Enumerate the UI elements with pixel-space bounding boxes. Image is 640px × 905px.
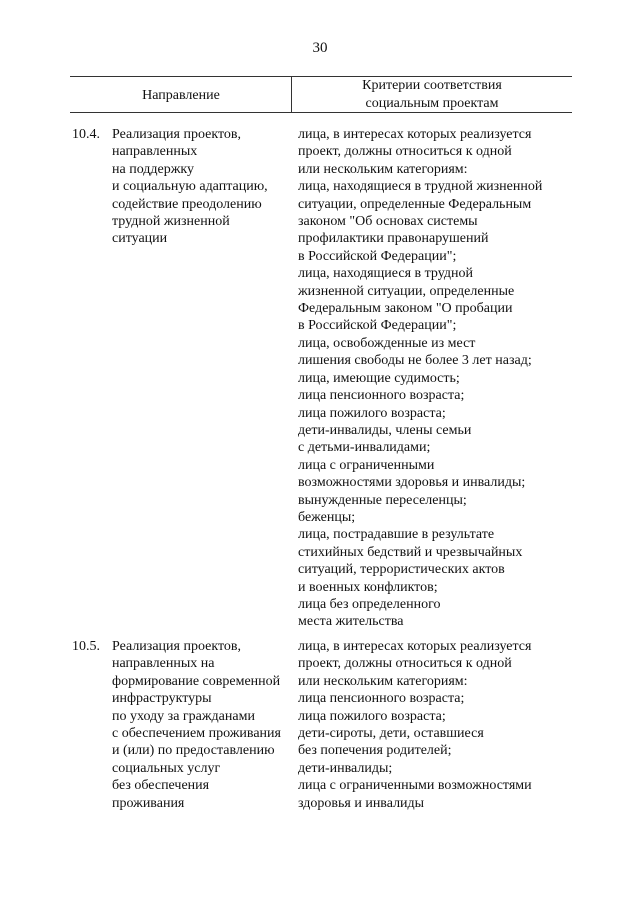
criteria-line: дети-сироты, дети, оставшиеся [298, 726, 484, 742]
direction-line: с обеспечением проживания [112, 726, 281, 742]
direction-line: без обеспечения [112, 778, 210, 794]
direction-line: социальных услуг [112, 760, 221, 776]
criteria-line: и военных конфликтов; [298, 579, 438, 595]
column-header-direction: Направление [142, 88, 220, 103]
row-number: 10.5. [72, 639, 100, 654]
criteria-line: возможностями здоровья и инвалиды; [298, 475, 526, 491]
direction-line: инфраструктуры [112, 691, 212, 707]
criteria-line: ситуаций, террористических актов [298, 562, 505, 578]
criteria-line: лица пожилого возраста; [298, 708, 446, 724]
direction-line: ситуации [112, 231, 168, 247]
column-header-criteria [292, 77, 572, 112]
page-number: 30 [312, 40, 328, 56]
criteria-line: профилактики правонарушений [298, 231, 489, 247]
criteria-line: без попечения родителей; [298, 743, 452, 759]
criteria-line: лица, находящиеся в трудной [298, 266, 473, 282]
direction-line: проживания [112, 795, 185, 811]
direction-cell [112, 126, 292, 248]
criteria-line: Федеральным законом "О пробации [298, 301, 513, 317]
criteria-line: стихийных бедствий и чрезвычайных [298, 544, 523, 560]
direction-line: трудной жизненной [112, 214, 230, 230]
criteria-line: лица, пострадавшие в результате [298, 527, 495, 543]
criteria-cell [298, 638, 573, 812]
row-number: 10.4. [72, 127, 100, 142]
direction-line: направленных [112, 144, 198, 160]
criteria-line: лица пожилого возраста; [298, 405, 446, 421]
direction-cell [112, 638, 292, 812]
table-header-rule [70, 112, 572, 113]
criteria-header-line: Критерии соответствия [362, 78, 502, 93]
direction-line: и (или) по предоставлению [112, 743, 275, 759]
criteria-cell [298, 126, 573, 631]
criteria-line: лица пенсионного возраста; [298, 388, 465, 404]
criteria-line: законом "Об основах системы [298, 214, 478, 230]
criteria-header-line: социальным проектам [365, 95, 499, 111]
criteria-line: дети-инвалиды; [298, 760, 393, 776]
criteria-line: в Российской Федерации"; [298, 248, 457, 264]
criteria-line: лица с ограниченными [298, 457, 435, 473]
direction-line: содействие преодолению [112, 196, 262, 212]
criteria-line: или нескольким категориям: [298, 161, 468, 177]
criteria-line: лица, освобожденные из мест [298, 335, 476, 351]
direction-line: и социальную адаптацию, [112, 179, 268, 195]
criteria-line: вынужденные переселенцы; [298, 492, 467, 508]
criteria-line: жизненной ситуации, определенные [298, 283, 515, 299]
criteria-line: лица с ограниченными возможностями [298, 778, 532, 794]
criteria-line: дети-инвалиды, члены семьи [298, 422, 472, 438]
criteria-line: лица, находящиеся в трудной жизненной [298, 179, 543, 195]
criteria-line: лица, в интересах которых реализуется [298, 127, 532, 142]
criteria-line: или нескольким категориям: [298, 673, 468, 689]
criteria-line: проект, должны относиться к одной [298, 144, 512, 160]
direction-line: Реализация проектов, [112, 639, 242, 654]
direction-line: по уходу за гражданами [112, 708, 255, 724]
criteria-line: лица без определенного [298, 596, 441, 612]
direction-line: на поддержку [112, 161, 195, 177]
criteria-line: места жительства [298, 614, 404, 630]
direction-line: направленных на [112, 656, 215, 672]
criteria-line: лишения свободы не более 3 лет назад; [298, 353, 532, 369]
criteria-line: лица пенсионного возраста; [298, 691, 465, 707]
criteria-line: проект, должны относиться к одной [298, 656, 512, 672]
criteria-line: беженцы; [298, 509, 356, 525]
direction-line: Реализация проектов, [112, 127, 242, 142]
direction-line: формирование современной [112, 673, 281, 689]
criteria-line: ситуации, определенные Федеральным [298, 196, 532, 212]
criteria-line: лица, имеющие судимость; [298, 370, 460, 386]
criteria-line: здоровья и инвалиды [298, 795, 425, 811]
criteria-line: с детьми-инвалидами; [298, 440, 431, 456]
criteria-line: в Российской Федерации"; [298, 318, 457, 334]
criteria-line: лица, в интересах которых реализуется [298, 639, 532, 654]
